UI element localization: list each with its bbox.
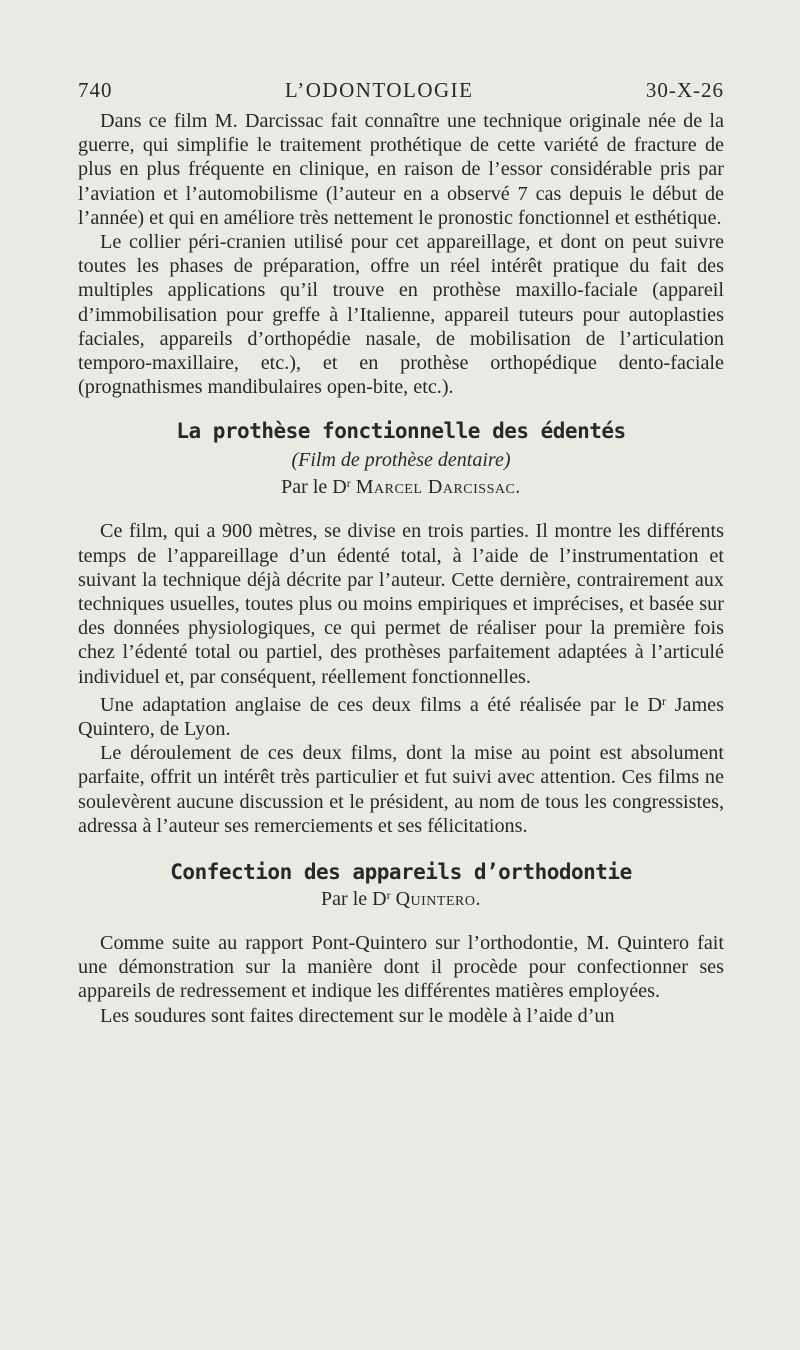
section2-paragraph-1: Comme suite au rapport Pont-Quintero sur l’orthodontie, M. Quintero fait une démonstration sur la manière dont il procède pour confectionner ses appareils de redressement et indique les différentes matières employées. xyxy=(78,932,724,1003)
page-number: 740 xyxy=(78,78,113,102)
byline-prefix: Par le D xyxy=(281,476,347,499)
section1-paragraph-1: Ce film, qui a 900 mètres, se divise en trois parties. Il montre les différents temps de l’appareillage d’un édenté total, à l’aide de l’instrumentation et suivant la technique déjà décrite par l’auteur. Cette dernière, contrairement aux techniques usuelles, toutes plus ou moins empiriques et imprécises, et basée sur des données physiologiques, ce qui permet de réaliser pour la première fois chez l’édenté total ou partiel, des prothèses parfaitement adaptées à l’articulé individuel et, par conséquent, réellement fonctionnelles. xyxy=(78,520,724,688)
intro-paragraph-1: Dans ce film M. Darcissac fait connaître une technique originale née de la guerre, qui simplifie le traitement prothétique de cette variété de fracture de plus en plus fréquente en clinique, en raison de l’essor considérable pris par l’aviation et l’automobilisme (l’auteur en a observé 7 cas depuis le début de l’année) et qui en améliore très nettement le pronostic fonctionnel et esthétique. xyxy=(78,110,724,229)
byline-sup: r xyxy=(346,476,351,491)
issue-date: 30-X-26 xyxy=(645,78,724,102)
intro-paragraph-2: Le collier péri-cranien utilisé pour cet appareillage, et dont on peut suivre toutes les phases de préparation, offre un réel intérêt pratique du fait des multiples applications qu’il trouve en prothèse maxillo-faciale (appareil d’immobilisation pour greffe à l’Italienne, appareil tuteurs pour autoplasties faciales, appareils d’orthopédie nasale, de mobilisation de l’articulation temporo-maxillaire, etc.), et en prothèse orthopédique dento-faciale (prognathismes mandibulaires open-bite, etc.). xyxy=(78,231,724,399)
para2-sup: r xyxy=(662,693,667,708)
section-subtitle: (Film de prothèse dentaire) xyxy=(291,449,511,472)
section-byline-darcissac xyxy=(78,476,724,499)
section2-text xyxy=(78,931,724,1028)
byline-author: Marcel Darcissac. xyxy=(355,476,521,499)
running-header xyxy=(78,78,724,103)
journal-title: L’ODONTOLOGIE xyxy=(284,78,474,102)
byline-author-2: Quintero. xyxy=(395,888,481,911)
section2-paragraph-2: Les soudures sont faites directement sur le modèle à l’aide d’un xyxy=(100,1004,615,1027)
intro-text xyxy=(78,109,724,399)
section-byline-quintero xyxy=(78,888,724,911)
section1-text xyxy=(78,519,724,838)
byline-prefix-2: Par le D xyxy=(321,888,387,911)
section-heading-prothese: La prothèse fonctionnelle des édentés xyxy=(176,419,626,444)
section1-paragraph-2 xyxy=(78,689,724,741)
section-heading-orthodontie: Confection des appareils d’orthodontie xyxy=(170,860,632,885)
para2-text-after: James Quintero, de Lyon. xyxy=(78,693,724,741)
para2-text-before: Une adaptation anglaise de ces deux films a été réalisée par le D xyxy=(100,693,663,716)
byline-sup-2: r xyxy=(386,888,391,903)
section1-paragraph-3: Le déroulement de ces deux films, dont la mise au point est absolument parfaite, offrit un intérêt très particulier et fut suivi avec attention. Ces films ne soulevèrent aucune discussion et le président, au nom de tous les congressistes, adressa à l’auteur ses remerciements et ses félicitations. xyxy=(78,742,724,837)
